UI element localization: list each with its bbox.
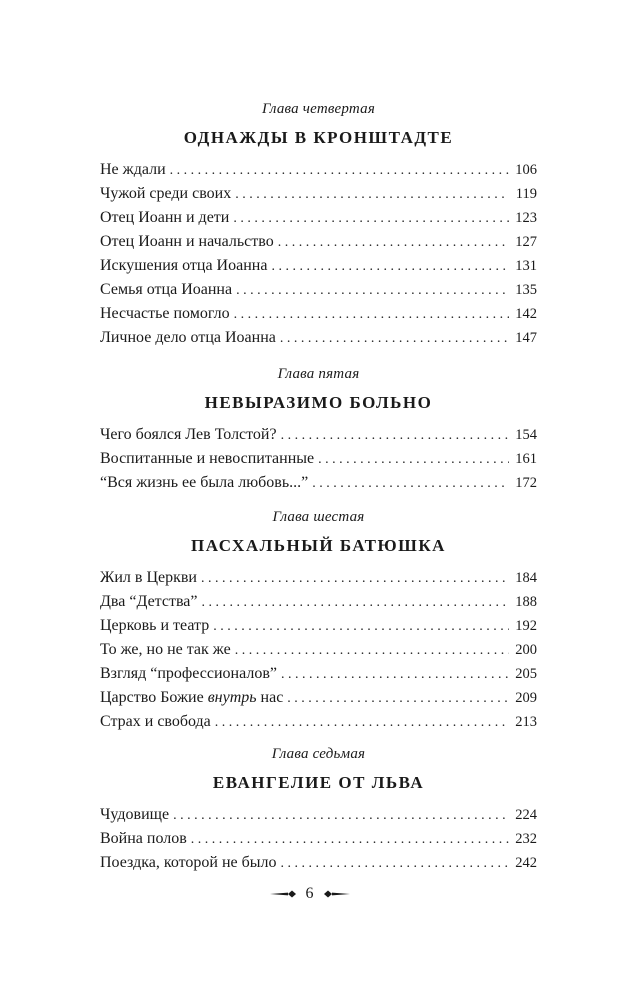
entry-title: Война полов	[100, 830, 187, 847]
toc-entry[interactable]	[100, 326, 537, 350]
toc-list	[100, 803, 537, 875]
page-number: 6	[305, 885, 314, 903]
entry-page: 147	[515, 330, 537, 346]
entry-page: 224	[515, 807, 537, 823]
entry-title: Взгляд “профессионалов”	[100, 665, 277, 682]
toc-entry[interactable]	[100, 230, 537, 254]
entry-title: “Вся жизнь ее была любовь...”	[100, 474, 309, 491]
leader-dots	[271, 255, 509, 279]
toc-list	[100, 566, 537, 734]
toc-entry[interactable]	[100, 614, 537, 638]
toc-entry[interactable]	[100, 158, 537, 182]
chapter-title: ПАСХАЛЬНЫЙ БАТЮШКА	[191, 536, 446, 555]
entry-title: Отец Иоанн и дети	[100, 209, 230, 226]
leader-dots	[318, 448, 509, 472]
entry-page: 188	[515, 594, 537, 610]
entry-page: 142	[515, 306, 537, 322]
leader-dots	[278, 231, 509, 255]
leader-dots	[213, 615, 509, 639]
entry-title: Не ждали	[100, 161, 166, 178]
chapter-label: Глава пятая	[277, 366, 360, 382]
toc-entry[interactable]	[100, 803, 537, 827]
chapter-6	[100, 508, 537, 734]
entry-page: 200	[515, 642, 537, 658]
entry-page: 123	[515, 210, 537, 226]
toc-entry[interactable]	[100, 590, 537, 614]
leader-dots	[281, 663, 509, 687]
entry-title: Страх и свобода	[100, 713, 211, 730]
leader-dots	[280, 327, 509, 351]
leader-dots	[235, 183, 509, 207]
leader-dots	[287, 687, 509, 711]
toc-entry[interactable]	[100, 206, 537, 230]
entry-page: 192	[515, 618, 537, 634]
leader-dots	[236, 279, 509, 303]
entry-page: 154	[515, 427, 537, 443]
entry-title: Два “Детства”	[100, 593, 198, 610]
entry-title: Семья отца Иоанна	[100, 281, 233, 298]
leader-dots	[173, 804, 509, 828]
left-ornament-icon	[270, 889, 296, 899]
entry-title	[100, 686, 283, 710]
page-folio	[0, 884, 619, 904]
leader-dots	[170, 159, 509, 183]
toc-entry[interactable]	[100, 851, 537, 875]
entry-title: Жил в Церкви	[100, 569, 197, 586]
toc-list	[100, 158, 537, 350]
leader-dots	[202, 591, 510, 615]
toc-entry[interactable]	[100, 827, 537, 851]
entry-page: 119	[515, 186, 537, 202]
entry-title: Чужой среди своих	[100, 185, 232, 202]
leader-dots	[191, 828, 509, 852]
chapter-4	[100, 100, 537, 350]
entry-title-end: нас	[256, 689, 284, 706]
toc-entry[interactable]	[100, 423, 537, 447]
entry-page: 131	[515, 258, 537, 274]
right-ornament-icon	[324, 889, 350, 899]
toc-entry[interactable]	[100, 254, 537, 278]
toc-entry[interactable]	[100, 278, 537, 302]
leader-dots	[233, 207, 509, 231]
entry-page: 106	[515, 162, 537, 178]
toc-entry[interactable]	[100, 566, 537, 590]
entry-title: Личное дело отца Иоанна	[100, 329, 276, 346]
toc-entry[interactable]	[100, 182, 537, 206]
leader-dots	[281, 424, 509, 448]
toc-entry[interactable]	[100, 471, 537, 495]
leader-dots	[234, 303, 509, 327]
toc-entry[interactable]	[100, 710, 537, 734]
leader-dots	[201, 567, 509, 591]
entry-title: Отец Иоанн и начальство	[100, 233, 274, 250]
chapter-label: Глава четвертая	[261, 101, 376, 117]
leader-dots	[312, 472, 509, 496]
entry-title: Чего боялся Лев Толстой?	[100, 426, 277, 443]
entry-page: 205	[515, 666, 537, 682]
entry-page: 213	[515, 714, 537, 730]
entry-title: То же, но не так же	[100, 641, 231, 658]
chapter-label: Глава седьмая	[271, 746, 366, 762]
entry-page: 127	[515, 234, 537, 250]
entry-page: 209	[515, 690, 537, 706]
toc-entry[interactable]	[100, 447, 537, 471]
entry-title-start: Царство Божие	[100, 689, 208, 706]
toc-list	[100, 423, 537, 495]
chapter-title: ОДНАЖДЫ В КРОНШТАДТЕ	[183, 128, 454, 147]
chapter-5	[100, 365, 537, 495]
toc-entry[interactable]	[100, 686, 537, 710]
leader-dots	[215, 711, 509, 735]
entry-title: Несчастье помогло	[100, 305, 230, 322]
entry-page: 242	[515, 855, 537, 871]
entry-page: 232	[515, 831, 537, 847]
entry-page: 161	[515, 451, 537, 467]
chapter-label: Глава шестая	[272, 509, 365, 525]
chapter-title: ЕВАНГЕЛИЕ ОТ ЛЬВА	[212, 773, 425, 792]
toc-entry[interactable]	[100, 662, 537, 686]
chapter-title: НЕВЫРАЗИМО БОЛЬНО	[204, 393, 433, 412]
toc-entry[interactable]	[100, 638, 537, 662]
entry-page: 184	[515, 570, 537, 586]
entry-title: Церковь и театр	[100, 617, 210, 634]
entry-title: Чудовище	[100, 806, 170, 823]
entry-title: Поездка, которой не было	[100, 854, 277, 871]
entry-title: Воспитанные и невоспитанные	[100, 450, 315, 467]
leader-dots	[280, 852, 509, 876]
leader-dots	[235, 639, 509, 663]
entry-page: 135	[515, 282, 537, 298]
entry-page: 172	[515, 475, 537, 491]
entry-title: Искушения отца Иоанна	[100, 257, 268, 274]
toc-entry[interactable]	[100, 302, 537, 326]
chapter-7	[100, 745, 537, 875]
entry-title-italic: внутрь	[207, 689, 257, 706]
